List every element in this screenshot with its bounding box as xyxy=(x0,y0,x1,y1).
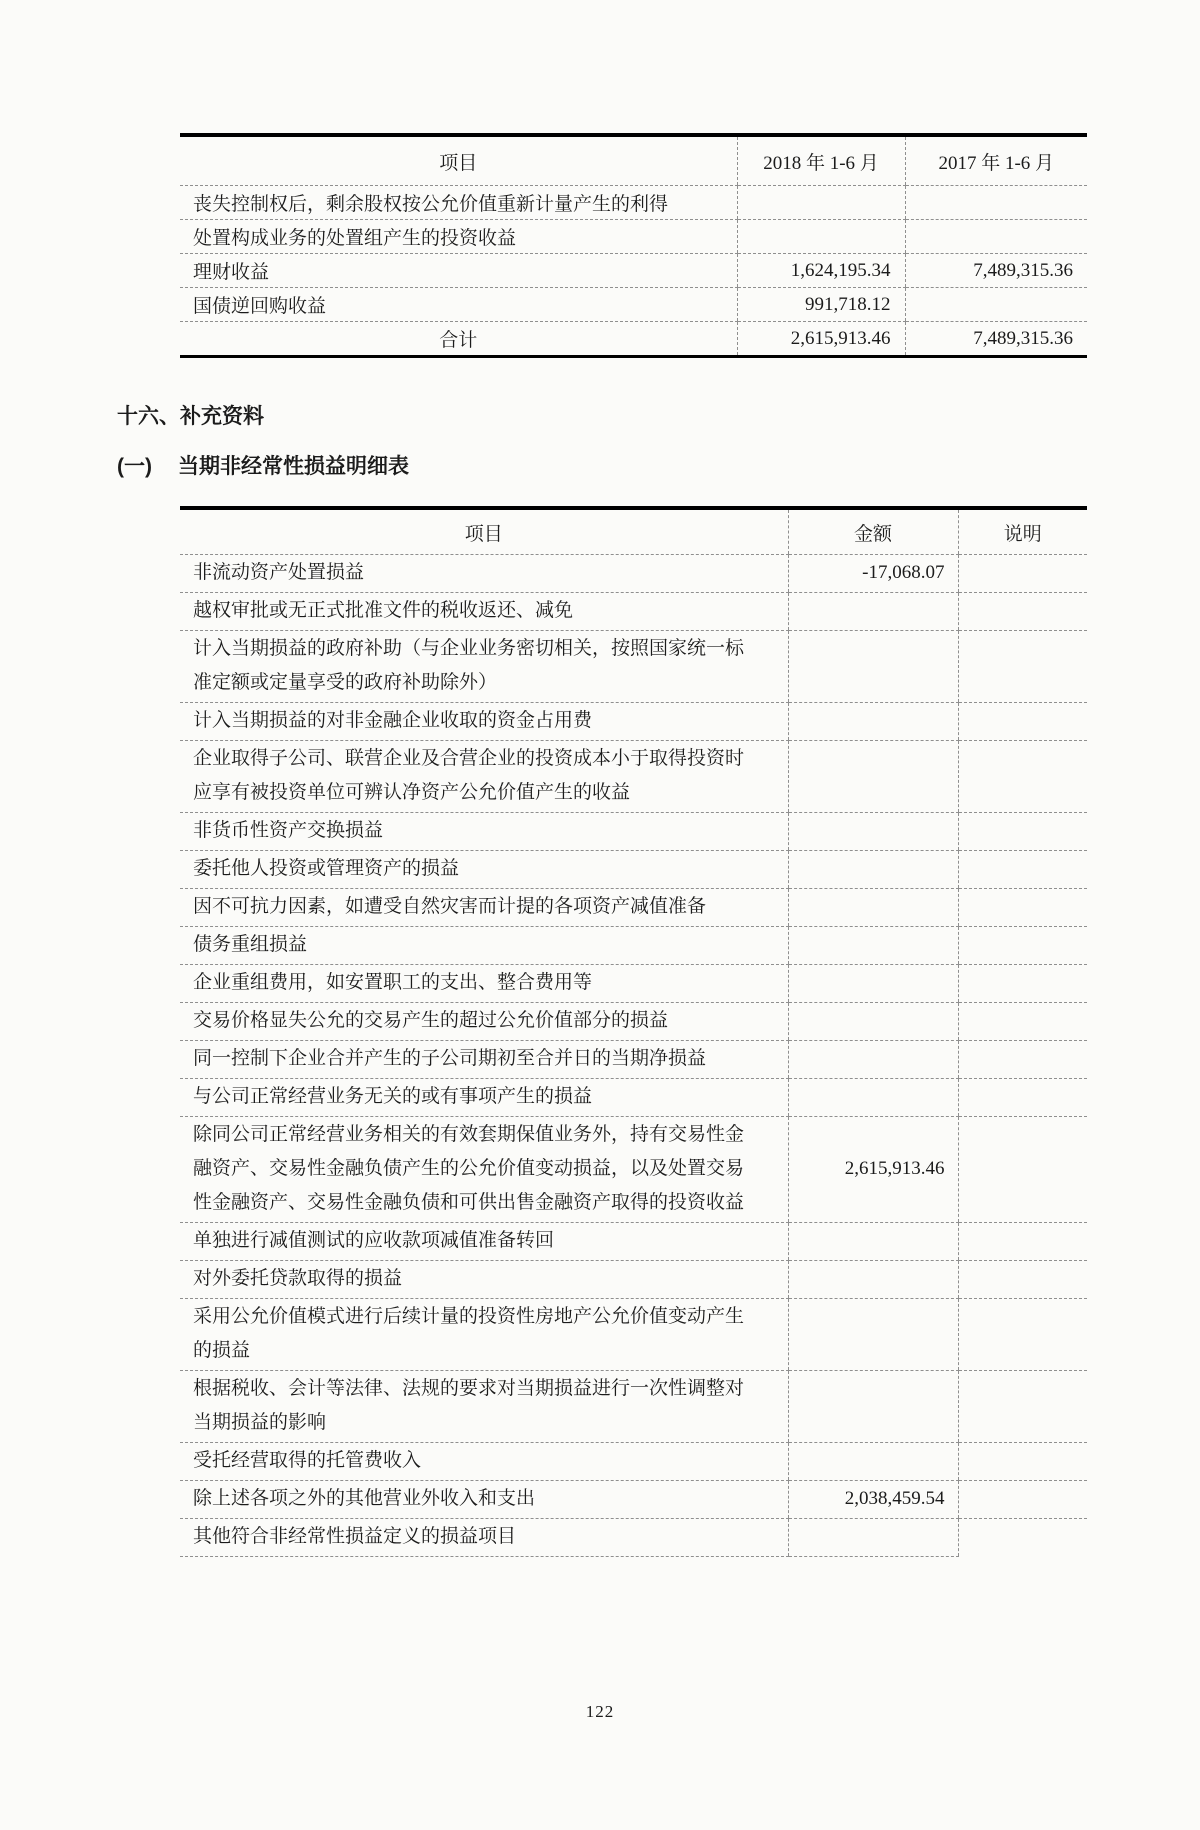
amount-2018-cell: 1,624,195.34 xyxy=(737,254,905,288)
table-row xyxy=(180,288,1087,322)
column-header-item: 项目 xyxy=(180,508,788,555)
amount-2018-cell: 2,615,913.46 xyxy=(737,322,905,357)
amount-cell xyxy=(788,1519,958,1557)
table-row xyxy=(180,1117,1087,1223)
amount-cell xyxy=(788,1079,958,1117)
column-header-item: 项目 xyxy=(180,135,737,186)
page-number: 122 xyxy=(585,1702,615,1721)
amount-2017-cell: 7,489,315.36 xyxy=(905,254,1087,288)
amount-cell xyxy=(788,1223,958,1261)
amount-2018-cell xyxy=(737,220,905,254)
table-row xyxy=(180,631,1087,703)
amount-2017-cell: 7,489,315.36 xyxy=(905,322,1087,357)
item-cell: 理财收益 xyxy=(180,254,737,288)
note-cell xyxy=(958,1261,1087,1299)
table-row xyxy=(180,1223,1087,1261)
table-row xyxy=(180,703,1087,741)
total-label-cell: 合计 xyxy=(180,322,737,357)
item-cell: 债务重组损益 xyxy=(180,927,788,965)
amount-cell: 2,038,459.54 xyxy=(788,1481,958,1519)
amount-cell xyxy=(788,593,958,631)
amount-cell xyxy=(788,703,958,741)
note-cell xyxy=(958,1519,1087,1557)
table-row xyxy=(180,220,1087,254)
item-cell: 同一控制下企业合并产生的子公司期初至合并日的当期净损益 xyxy=(180,1041,788,1079)
item-cell: 因不可抗力因素，如遭受自然灾害而计提的各项资产减值准备 xyxy=(180,889,788,927)
note-cell xyxy=(958,1223,1087,1261)
table-row xyxy=(180,1443,1087,1481)
item-cell: 单独进行减值测试的应收款项减值准备转回 xyxy=(180,1223,788,1261)
amount-cell xyxy=(788,1299,958,1371)
item-cell: 非流动资产处置损益 xyxy=(180,555,788,593)
table-row xyxy=(180,1481,1087,1519)
item-cell: 委托他人投资或管理资产的损益 xyxy=(180,851,788,889)
note-cell xyxy=(958,927,1087,965)
subsection-title: 当期非经常性损益明细表 xyxy=(178,455,409,478)
item-cell: 计入当期损益的对非金融企业收取的资金占用费 xyxy=(180,703,788,741)
amount-cell xyxy=(788,813,958,851)
table-row xyxy=(180,593,1087,631)
amount-2018-cell xyxy=(737,186,905,220)
column-header-amount: 金额 xyxy=(788,508,958,555)
table-row xyxy=(180,1041,1087,1079)
note-cell xyxy=(958,965,1087,1003)
amount-2017-cell xyxy=(905,186,1087,220)
amount-cell xyxy=(788,741,958,813)
column-header-2018: 2018 年 1-6 月 xyxy=(737,135,905,186)
table-row xyxy=(180,1003,1087,1041)
amount-cell: 2,615,913.46 xyxy=(788,1117,958,1223)
item-cell: 企业重组费用，如安置职工的支出、整合费用等 xyxy=(180,965,788,1003)
item-cell: 与公司正常经营业务无关的或有事项产生的损益 xyxy=(180,1079,788,1117)
column-header-note: 说明 xyxy=(958,508,1087,555)
note-cell xyxy=(958,851,1087,889)
amount-2017-cell xyxy=(905,220,1087,254)
item-cell: 丧失控制权后，剩余股权按公允价值重新计量产生的利得 xyxy=(180,186,737,220)
amount-cell xyxy=(788,1041,958,1079)
amount-cell xyxy=(788,1443,958,1481)
table-row xyxy=(180,254,1087,288)
amount-cell xyxy=(788,631,958,703)
table-header-row xyxy=(180,135,1087,186)
item-cell: 除上述各项之外的其他营业外收入和支出 xyxy=(180,1481,788,1519)
table-row xyxy=(180,1519,1087,1557)
note-cell xyxy=(958,889,1087,927)
note-cell xyxy=(958,555,1087,593)
table-row xyxy=(180,186,1087,220)
table-row xyxy=(180,741,1087,813)
item-cell: 计入当期损益的政府补助（与企业业务密切相关，按照国家统一标准定额或定量享受的政府补助除外） xyxy=(180,631,788,703)
item-cell: 除同公司正常经营业务相关的有效套期保值业务外，持有交易性金融资产、交易性金融负债产生的公允价值变动损益，以及处置交易性金融资产、交易性金融负债和可供出售金融资产取得的投资收益 xyxy=(180,1117,788,1223)
note-cell xyxy=(958,741,1087,813)
item-cell: 非货币性资产交换损益 xyxy=(180,813,788,851)
amount-cell: -17,068.07 xyxy=(788,555,958,593)
subsection-heading xyxy=(117,450,1200,480)
item-cell: 企业取得子公司、联营企业及合营企业的投资成本小于取得投资时应享有被投资单位可辨认净资产公允价值产生的收益 xyxy=(180,741,788,813)
amount-cell xyxy=(788,1261,958,1299)
table-row xyxy=(180,1261,1087,1299)
amount-cell xyxy=(788,927,958,965)
item-cell: 处置构成业务的处置组产生的投资收益 xyxy=(180,220,737,254)
note-cell xyxy=(958,1003,1087,1041)
table-row xyxy=(180,965,1087,1003)
note-cell xyxy=(958,1371,1087,1443)
amount-cell xyxy=(788,851,958,889)
item-cell: 其他符合非经常性损益定义的损益项目 xyxy=(180,1519,788,1557)
table-row xyxy=(180,322,1087,357)
item-cell: 交易价格显失公允的交易产生的超过公允价值部分的损益 xyxy=(180,1003,788,1041)
note-cell xyxy=(958,631,1087,703)
nonrecurring-items-table xyxy=(180,506,1087,1557)
note-cell xyxy=(958,1041,1087,1079)
item-cell: 受托经营取得的托管费收入 xyxy=(180,1443,788,1481)
table-row xyxy=(180,555,1087,593)
table-row xyxy=(180,813,1087,851)
section-heading: 十六、补充资料 xyxy=(117,405,264,428)
item-cell: 国债逆回购收益 xyxy=(180,288,737,322)
item-cell: 对外委托贷款取得的损益 xyxy=(180,1261,788,1299)
report-page xyxy=(0,133,1200,1721)
table-row xyxy=(180,1079,1087,1117)
note-cell xyxy=(958,1443,1087,1481)
amount-cell xyxy=(788,1003,958,1041)
table-row xyxy=(180,851,1087,889)
amount-2017-cell xyxy=(905,288,1087,322)
column-header-2017: 2017 年 1-6 月 xyxy=(905,135,1087,186)
table-row xyxy=(180,927,1087,965)
amount-cell xyxy=(788,965,958,1003)
investment-income-table xyxy=(180,133,1087,358)
table-row xyxy=(180,1299,1087,1371)
item-cell: 根据税收、会计等法律、法规的要求对当期损益进行一次性调整对当期损益的影响 xyxy=(180,1371,788,1443)
note-cell xyxy=(958,1117,1087,1223)
note-cell xyxy=(958,593,1087,631)
note-cell xyxy=(958,703,1087,741)
table-row xyxy=(180,1371,1087,1443)
note-cell xyxy=(958,1079,1087,1117)
item-cell: 采用公允价值模式进行后续计量的投资性房地产公允价值变动产生的损益 xyxy=(180,1299,788,1371)
amount-2018-cell: 991,718.12 xyxy=(737,288,905,322)
subsection-marker: (一) xyxy=(117,455,152,478)
item-cell: 越权审批或无正式批准文件的税收返还、减免 xyxy=(180,593,788,631)
amount-cell xyxy=(788,889,958,927)
amount-cell xyxy=(788,1371,958,1443)
table-header-row xyxy=(180,508,1087,555)
note-cell xyxy=(958,1481,1087,1519)
note-cell xyxy=(958,813,1087,851)
note-cell xyxy=(958,1299,1087,1371)
table-row xyxy=(180,889,1087,927)
